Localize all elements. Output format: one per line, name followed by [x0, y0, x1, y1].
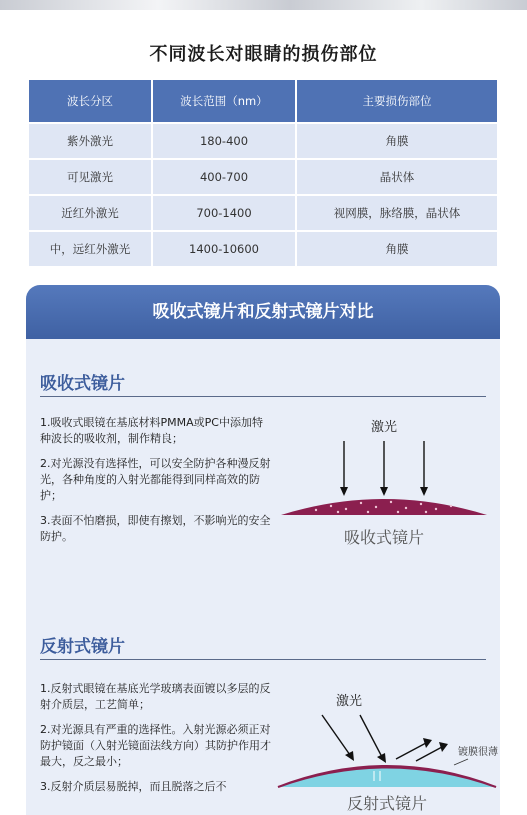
column-header: 主要损伤部位 [297, 80, 497, 122]
table-cell: 角膜 [297, 232, 497, 266]
coating-pointer-line [454, 759, 468, 765]
absorb-lens-shape [281, 499, 487, 515]
section-divider [40, 396, 486, 397]
absorb-laser-label: 激光 [370, 420, 398, 435]
lens-comparison-panel [26, 285, 500, 815]
table-cell: 700-1400 [153, 196, 295, 230]
table-row [29, 196, 497, 230]
table-header-row [29, 80, 497, 122]
table-cell: 紫外激光 [29, 124, 151, 158]
reflect-lens-diagram [274, 685, 500, 815]
page-title: 不同波长对眼睛的损伤部位 [149, 44, 378, 65]
table-cell: 180-400 [153, 124, 295, 158]
table-row [29, 232, 497, 266]
table-row [29, 160, 497, 194]
coating-label: 镀膜很薄 [458, 747, 498, 758]
column-header: 波长范围（nm） [153, 80, 295, 122]
reflect-laser-label: 激光 [335, 694, 363, 709]
table-cell: 1400-10600 [153, 232, 295, 266]
comparison-header: 吸收式镜片和反射式镜片对比 [26, 285, 500, 339]
absorb-lens-diagram [276, 413, 491, 553]
table-cell: 晶状体 [297, 160, 497, 194]
table-cell: 可见激光 [29, 160, 151, 194]
reflect-point: 2.对光源具有严重的选择性。入射光源必须正对防护镜面（入射光镜面法线方向）其防护作用才最大，反之最小； [40, 723, 271, 768]
laser-arrows [340, 441, 428, 496]
reflect-section-title: 反射式镜片 [40, 637, 125, 657]
reflect-diagram-caption: 反射式镜片 [346, 794, 428, 813]
absorb-section-title: 吸收式镜片 [40, 374, 125, 394]
reflect-point: 1.反射式眼镜在基底光学玻璃表面镀以多层的反射介质层，工艺简单； [40, 682, 271, 711]
wavelength-table [27, 78, 499, 268]
table-row [29, 124, 497, 158]
top-decorative-strip [0, 0, 527, 10]
absorb-diagram-caption: 吸收式镜片 [343, 528, 425, 547]
absorb-description [40, 415, 272, 554]
table-cell: 视网膜，脉络膜，晶状体 [297, 196, 497, 230]
table-cell: 近红外激光 [29, 196, 151, 230]
reflection-arrows [322, 715, 448, 763]
reflect-point: 3.反射介质层易脱掉，而且脱落之后不 [40, 780, 227, 793]
column-header: 波长分区 [29, 80, 151, 122]
table-cell: 角膜 [297, 124, 497, 158]
absorb-point: 1.吸收式眼镜在基底材料PMMA或PC中添加特种波长的吸收剂，制作精良； [40, 416, 263, 445]
table-cell: 400-700 [153, 160, 295, 194]
table-cell: 中，远红外激光 [29, 232, 151, 266]
absorb-point: 3.表面不怕磨损，即使有擦划，不影响光的安全防护。 [40, 514, 271, 543]
reflect-description [40, 681, 272, 804]
absorb-point: 2.对光源没有选择性，可以安全防护各种漫反射光，各种角度的入射光都能得到同样高效的防护； [40, 457, 271, 502]
section-divider [40, 659, 486, 660]
